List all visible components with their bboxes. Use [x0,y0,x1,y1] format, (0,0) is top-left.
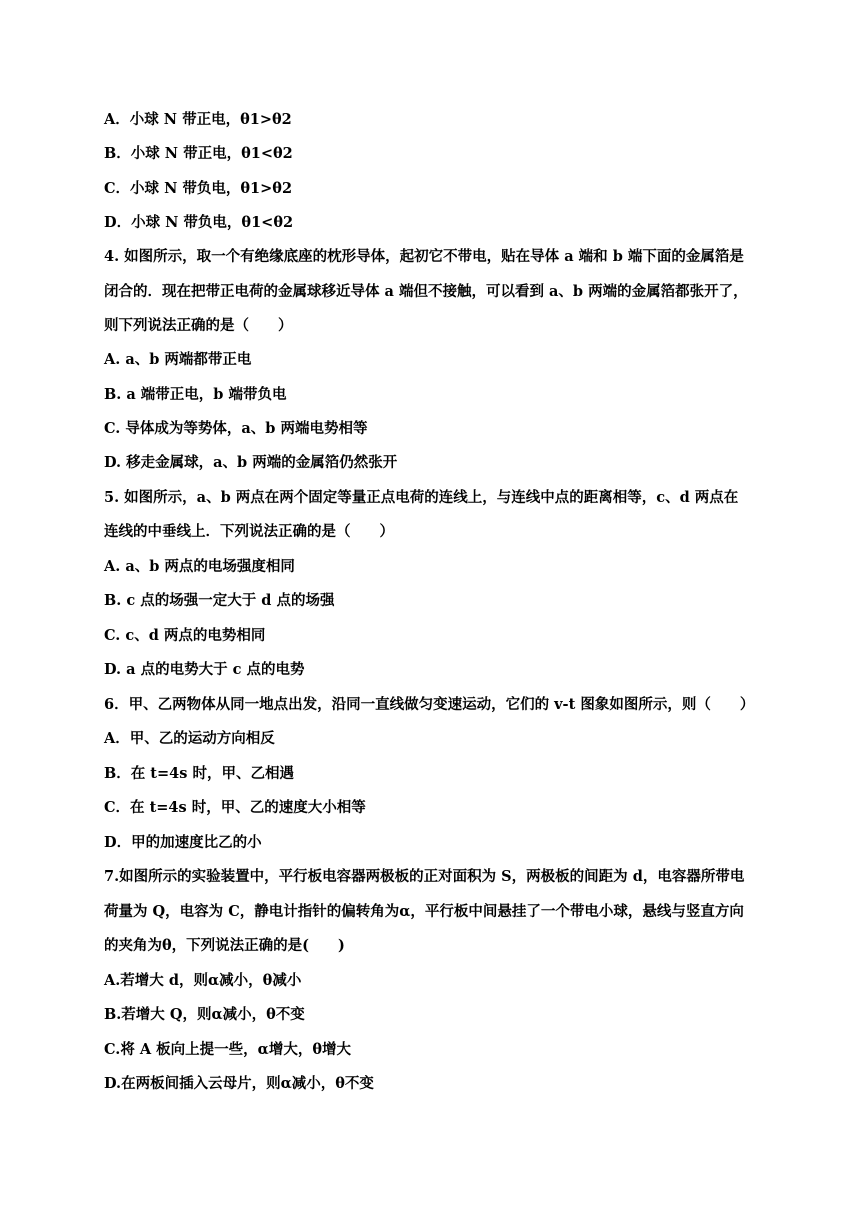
q4-stem-line-2: 闭合的．现在把带正电荷的金属球移近导体 a 端但不接触，可以看到 a、b 两端的金属箔都张开了， [104,283,748,300]
q7-stem-line-3: 的夹角为θ，下列说法正确的是( ) [104,937,345,954]
q4-option-c: C. 导体成为等势体，a、b 两端电势相等 [104,420,368,437]
q6-option-a: A．甲、乙的运动方向相反 [104,730,275,747]
q7-stem-line-1: 7.如图所示的实验装置中，平行板电容器两极板的正对面积为 S，两极板的间距为 d，电容器所带电 [104,868,745,885]
q6-option-c: C．在 t=4s 时，甲、乙的速度大小相等 [104,799,366,816]
q4-option-a: A. a、b 两端都带正电 [104,351,252,368]
q6-option-b: B．在 t=4s 时，甲、乙相遇 [104,765,294,782]
q5-option-a: A. a、b 两点的电场强度相同 [104,558,295,575]
q4-stem-line-3: 则下列说法正确的是（ ） [104,317,293,334]
q3-option-d: D．小球 N 带负电，θ1<θ2 [104,214,294,231]
q7-option-b: B.若增大 Q，则α减小，θ不变 [104,1006,305,1023]
q3-option-a: A．小球 N 带正电，θ1>θ2 [104,111,292,128]
q5-option-b: B. c 点的场强一定大于 d 点的场强 [104,592,335,609]
q4-option-d: D. 移走金属球，a、b 两端的金属箔仍然张开 [104,454,398,471]
q4-stem-line-1: 4. 如图所示，取一个有绝缘底座的枕形导体，起初它不带电，贴在导体 a 端和 b 端下面的金属箔是 [104,248,744,265]
q7-stem-line-2: 荷量为 Q，电容为 C，静电计指针的偏转角为α，平行板中间悬挂了一个带电小球，悬线与竖直方向 [104,903,744,920]
q7-option-d: D.在两板间插入云母片，则α减小，θ不变 [104,1075,374,1092]
q3-option-b: B．小球 N 带正电，θ1<θ2 [104,145,293,162]
q5-option-d: D. a 点的电势大于 c 点的电势 [104,661,305,678]
q7-option-a: A.若增大 d，则α减小，θ减小 [104,972,302,989]
q5-option-c: C. c、d 两点的电势相同 [104,627,266,644]
q5-stem-line-1: 5. 如图所示，a、b 两点在两个固定等量正点电荷的连线上，与连线中点的距离相等，c、d 两点在 [104,489,739,506]
q3-option-c: C．小球 N 带负电，θ1>θ2 [104,180,293,197]
q7-option-c: C.将 A 板向上提一些，α增大，θ增大 [104,1041,352,1058]
q4-option-b: B. a 端带正电，b 端带负电 [104,386,287,403]
q6-stem-line-1: 6．甲、乙两物体从同一地点出发，沿同一直线做匀变速运动，它们的 v-t 图象如图所示，则（ ） [104,696,755,713]
q6-option-d: D．甲的加速度比乙的小 [104,834,262,851]
q5-stem-line-2: 连线的中垂线上．下列说法正确的是（ ） [104,523,394,540]
